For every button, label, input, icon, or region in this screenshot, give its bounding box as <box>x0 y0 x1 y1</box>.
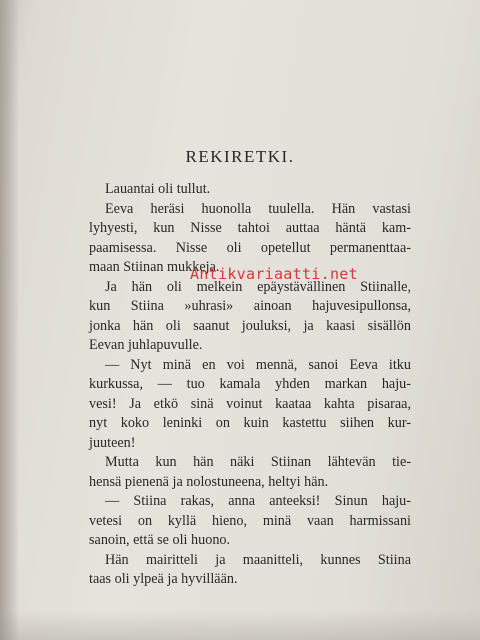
gutter-shadow <box>0 0 18 640</box>
text-line: Eeva heräsi huonolla tuulella. Hän vastasi <box>105 200 411 217</box>
text-line: lyhyesti, kun Nisse tahtoi auttaa häntä kam- <box>89 220 411 236</box>
text-line: Hän mairitteli ja maanitteli, kunnes Stiina <box>105 551 411 568</box>
text-line: — Stiina rakas, anna anteeksi! Sinun haju- <box>105 493 411 509</box>
text-line: hensä pienenä ja nolostuneena, heltyi hän. <box>89 473 329 490</box>
chapter-title: REKIRETKI. <box>185 147 295 166</box>
text-line: paamisessa. Nisse oli opetellut permanenttaa- <box>89 239 411 256</box>
text-line: Lauantai oli tullut. <box>105 181 211 197</box>
body-text <box>89 180 411 590</box>
bottom-shadow <box>0 610 480 640</box>
text-line: vesi! Ja etkö sinä voinut kaataa kahta pisaraa, <box>89 395 411 412</box>
text-line: kun Stiina »uhrasi» ainoan hajuvesipullonsa, <box>89 298 411 314</box>
text-line: maan Stiinan mukkeja. <box>89 259 220 275</box>
text-line: sanoin, että se oli huono. <box>89 532 231 548</box>
text-line: Mutta kun hän näki Stiinan lähtevän tie- <box>105 454 411 470</box>
text-line: kurkussa, — tuo kamala yhden markan haju- <box>89 376 411 392</box>
text-line: taas oli ylpeä ja hyvillään. <box>89 571 238 587</box>
watermark: Antikvariaatti.net <box>190 265 358 283</box>
text-line: juuteen! <box>89 434 136 451</box>
text-line: — Nyt minä en voi mennä, sanoi Eeva itku <box>105 356 411 373</box>
text-line: vetesi on kyllä hieno, minä vaan harmissani <box>89 512 411 529</box>
text-line: jonka hän oli saanut jouluksi, ja kaasi sisällön <box>89 317 411 334</box>
text-line: Ja hän oli melkein epäystävällinen Stiinalle, <box>105 278 411 295</box>
text-line: Eevan juhlapuvulle. <box>89 337 203 353</box>
text-line: nyt koko leninki on kuin kastettu siihen kur- <box>89 415 411 431</box>
